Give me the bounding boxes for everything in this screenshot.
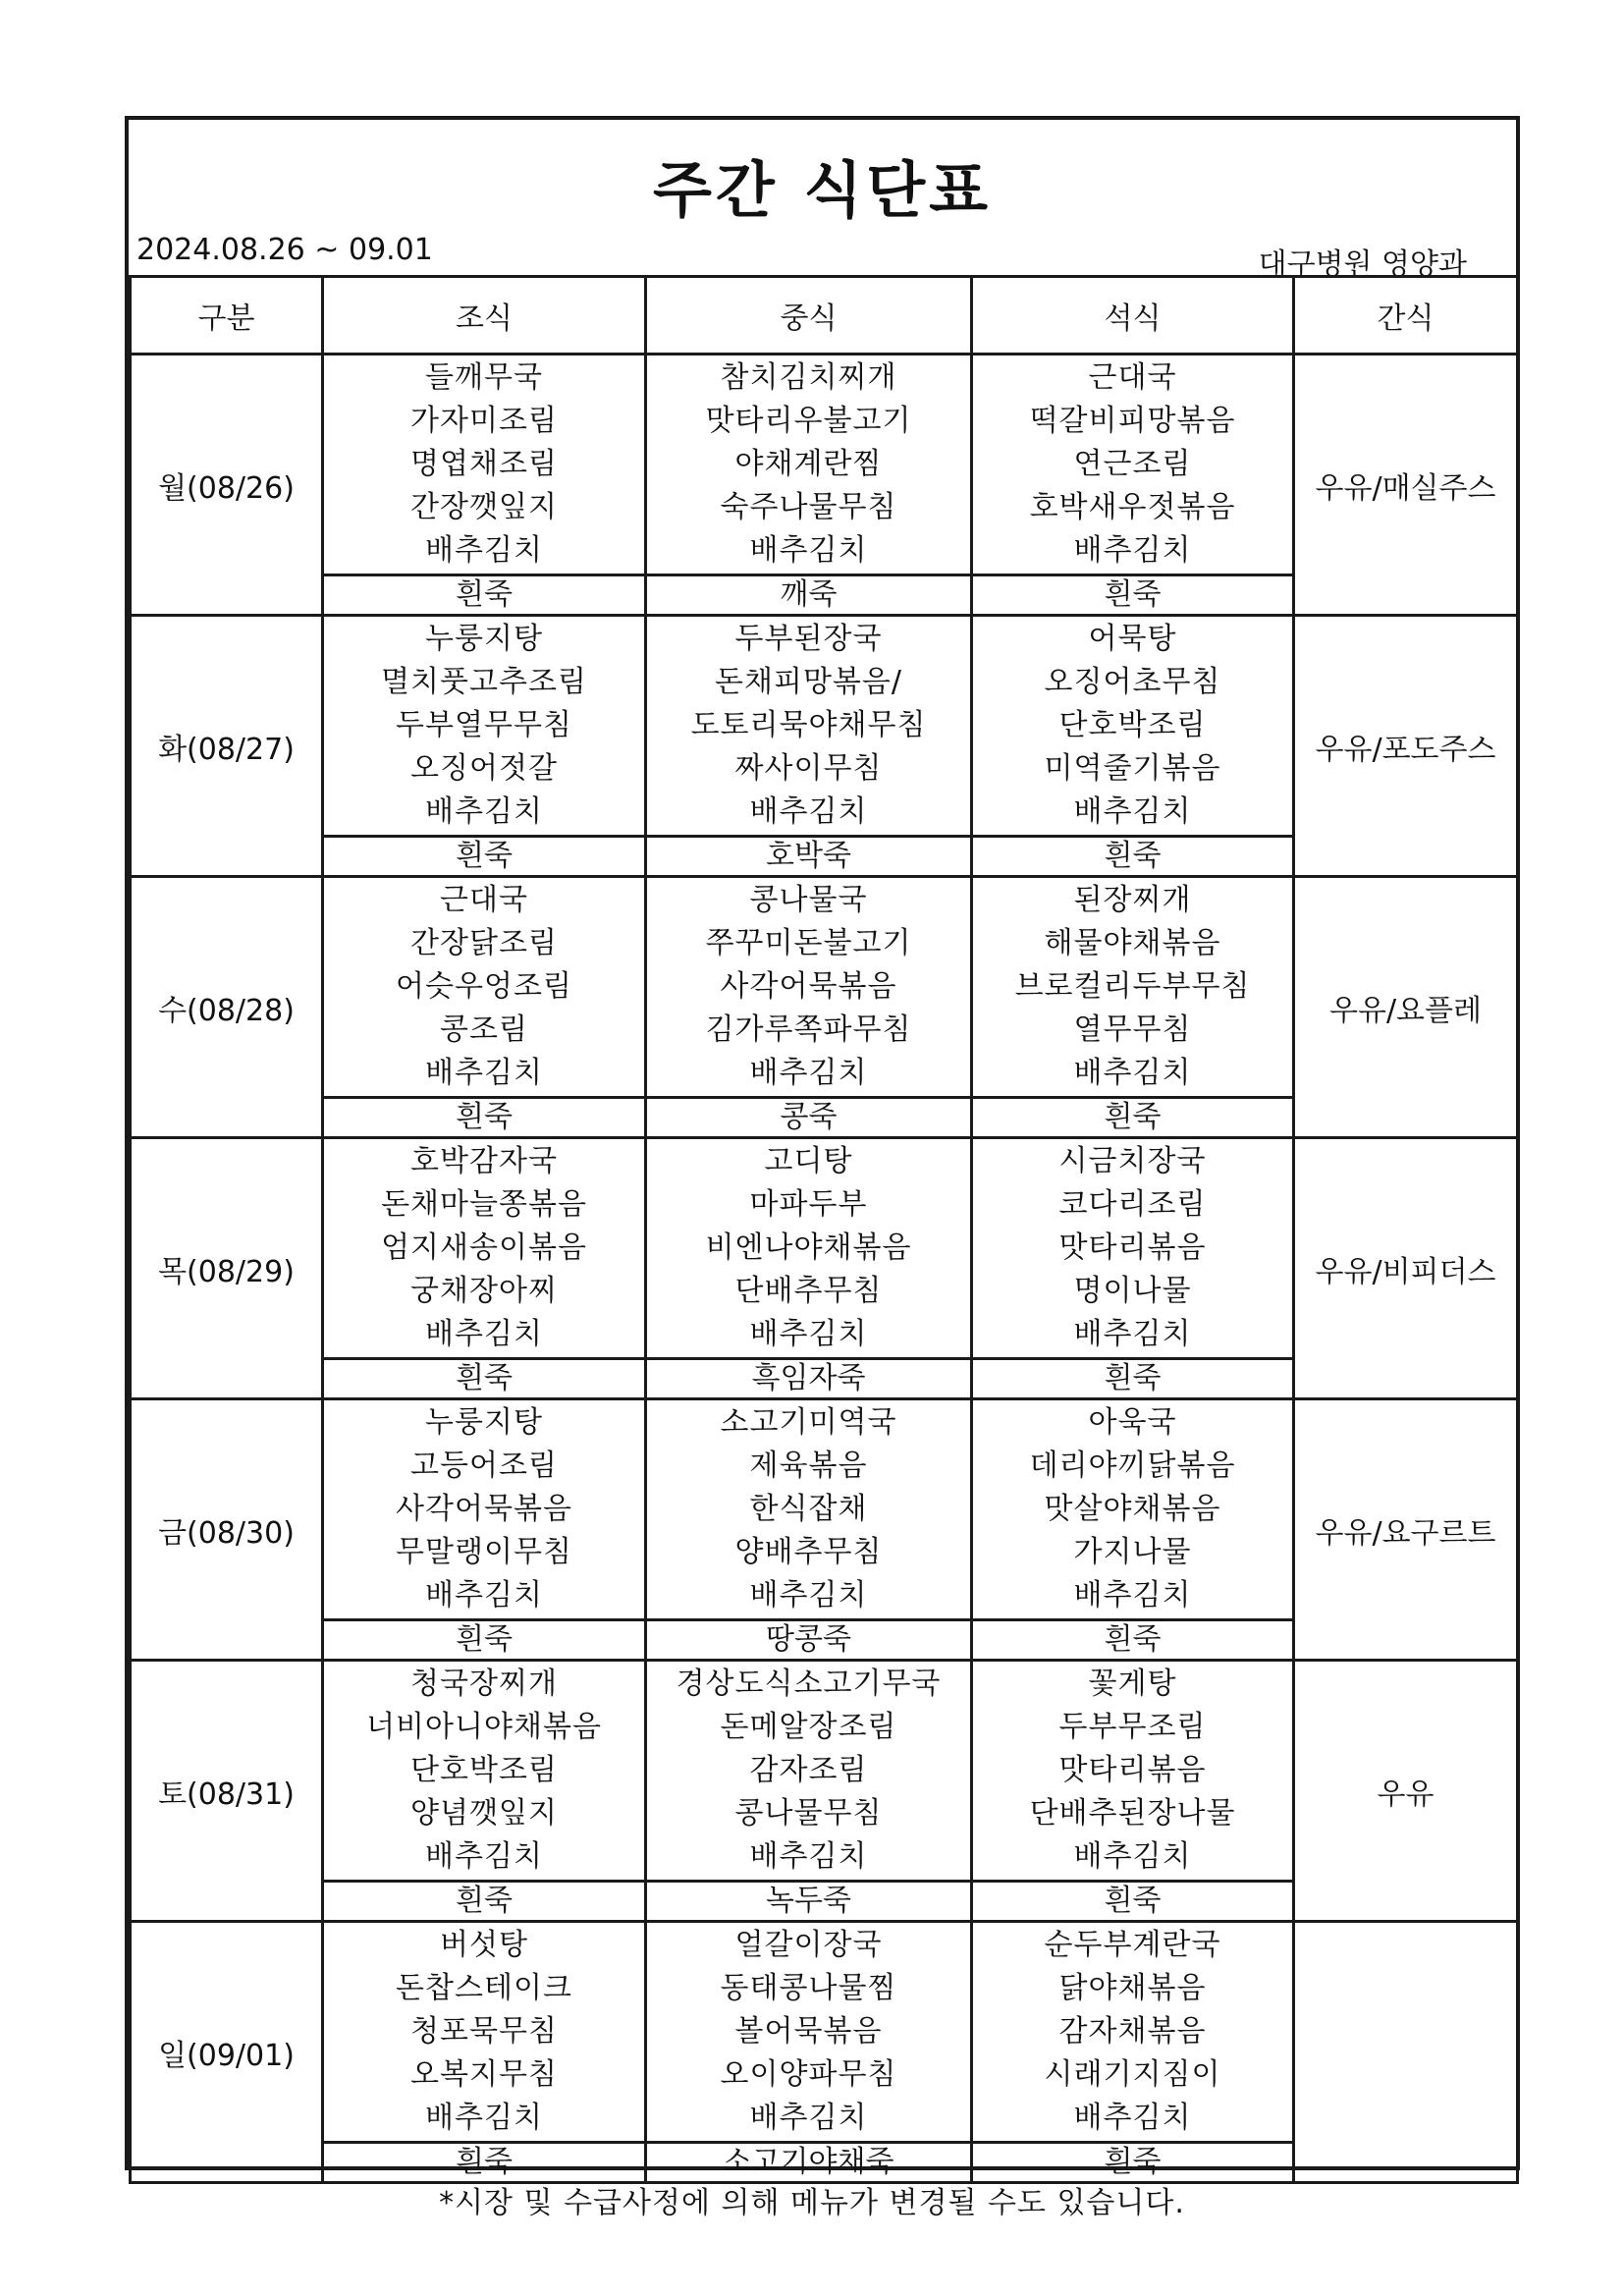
dish-item: 배추김치 xyxy=(425,1839,543,1874)
dinner-cell xyxy=(972,877,1294,1098)
dish-item: 배추김치 xyxy=(1073,1839,1192,1874)
breakfast-cell xyxy=(323,877,646,1098)
porridge-cell: 흰죽 xyxy=(972,1359,1294,1399)
dish-item: 오징어젓갈 xyxy=(410,751,558,786)
dish-item: 오복지무침 xyxy=(410,2057,558,2092)
day-label: 금(08/30) xyxy=(131,1399,323,1661)
dish-item: 콩나물무침 xyxy=(734,1796,883,1831)
dish-item: 두부무조림 xyxy=(1058,1710,1207,1744)
dish-item: 배추김치 xyxy=(425,1056,543,1090)
dish-item: 간장깻잎지 xyxy=(410,490,558,524)
dish-item: 연근조림 xyxy=(1073,447,1192,481)
dish-item: 야채계란찜 xyxy=(734,447,883,481)
dish-item: 멸치풋고추조림 xyxy=(381,665,587,699)
date-range: 2024.08.26 ~ 09.01 xyxy=(136,233,433,267)
dish-item: 무말랭이무침 xyxy=(396,1535,572,1569)
dish-item: 시래기지짐이 xyxy=(1044,2057,1221,2092)
dish-item: 참치김치찌개 xyxy=(720,360,897,395)
dish-item: 소고기미역국 xyxy=(720,1405,897,1440)
snack-cell: 우유/매실주스 xyxy=(1294,355,1518,616)
porridge-cell: 녹두죽 xyxy=(646,1882,972,1922)
day-row xyxy=(131,1922,1518,2143)
dish-item: 김가루쪽파무침 xyxy=(705,1012,912,1047)
dish-item: 호박감자국 xyxy=(410,1144,558,1178)
snack-cell xyxy=(1294,1922,1518,2183)
dish-item: 돈찹스테이크 xyxy=(396,1971,572,2005)
porridge-cell: 흰죽 xyxy=(972,1882,1294,1922)
dish-item: 양념깻잎지 xyxy=(410,1796,558,1831)
dish-item: 감자조림 xyxy=(749,1753,868,1787)
dish-item: 배추김치 xyxy=(425,533,543,568)
dish-item: 단배추된장나물 xyxy=(1029,1796,1236,1831)
dish-item: 제육볶음 xyxy=(749,1449,868,1483)
dish-item: 엄지새송이볶음 xyxy=(381,1230,587,1265)
dish-item: 코다리조림 xyxy=(1058,1187,1207,1222)
porridge-cell: 흰죽 xyxy=(323,1098,646,1138)
dinner-cell xyxy=(972,616,1294,837)
dinner-cell xyxy=(972,1922,1294,2143)
lunch-cell xyxy=(646,1922,972,2143)
porridge-cell: 땅콩죽 xyxy=(646,1620,972,1661)
column-header-dinner: 석식 xyxy=(972,277,1294,355)
lunch-cell xyxy=(646,1661,972,1882)
dish-item: 짜사이무침 xyxy=(734,751,883,786)
dish-item: 오이양파무침 xyxy=(720,2057,897,2092)
breakfast-cell xyxy=(323,1661,646,1882)
dish-item: 배추김치 xyxy=(1073,533,1192,568)
porridge-cell: 깨죽 xyxy=(646,575,972,616)
dish-item: 해물야채볶음 xyxy=(1044,926,1221,960)
dish-item: 비엔나야채볶음 xyxy=(705,1230,912,1265)
dish-item: 청포묵무침 xyxy=(410,2014,558,2049)
dish-item: 양배추무침 xyxy=(734,1535,883,1569)
dish-item: 데리야끼닭볶음 xyxy=(1029,1449,1236,1483)
lunch-cell xyxy=(646,616,972,837)
porridge-cell: 흰죽 xyxy=(972,1098,1294,1138)
dish-item: 오징어초무침 xyxy=(1044,665,1221,699)
snack-cell: 우유/포도주스 xyxy=(1294,616,1518,877)
lunch-cell xyxy=(646,355,972,575)
dish-item: 궁채장아찌 xyxy=(410,1274,558,1308)
dish-item: 얼갈이장국 xyxy=(734,1928,883,1962)
dish-item: 누룽지탕 xyxy=(425,622,543,656)
dish-item: 배추김치 xyxy=(749,1056,868,1090)
dinner-cell xyxy=(972,1661,1294,1882)
dish-item: 맛타리우불고기 xyxy=(705,404,912,438)
day-label: 일(09/01) xyxy=(131,1922,323,2183)
dish-item: 꽃게탕 xyxy=(1088,1667,1177,1701)
dish-item: 콩조림 xyxy=(440,1012,528,1047)
dish-item: 근대국 xyxy=(440,883,528,917)
dish-item: 고디탕 xyxy=(764,1144,853,1178)
page-title: 주간 식단표 xyxy=(652,154,993,226)
dish-item: 경상도식소고기무국 xyxy=(676,1667,942,1701)
dish-item: 돈채마늘쫑볶음 xyxy=(381,1187,587,1222)
dinner-cell xyxy=(972,1399,1294,1620)
porridge-cell: 콩죽 xyxy=(646,1098,972,1138)
dish-item: 콩나물국 xyxy=(749,883,868,917)
dish-item: 맛타리볶음 xyxy=(1058,1230,1207,1265)
snack-cell: 우유/요플레 xyxy=(1294,877,1518,1138)
porridge-cell: 흰죽 xyxy=(323,1882,646,1922)
table-header-row xyxy=(131,277,1518,355)
dish-item: 열무무침 xyxy=(1073,1012,1192,1047)
lunch-cell xyxy=(646,877,972,1098)
dish-item: 사각어묵볶음 xyxy=(720,969,897,1004)
dish-item: 미역줄기볶음 xyxy=(1044,751,1221,786)
dish-item: 아욱국 xyxy=(1088,1405,1177,1440)
dish-item: 숙주나물무침 xyxy=(720,490,897,524)
day-label: 수(08/28) xyxy=(131,877,323,1138)
dish-item: 고등어조림 xyxy=(410,1449,558,1483)
lunch-cell xyxy=(646,1399,972,1620)
dish-item: 된장찌개 xyxy=(1073,883,1192,917)
breakfast-cell xyxy=(323,1922,646,2143)
dish-item: 배추김치 xyxy=(1073,1056,1192,1090)
dish-item: 단배추무침 xyxy=(734,1274,883,1308)
dish-item: 배추김치 xyxy=(1073,794,1192,829)
day-label: 화(08/27) xyxy=(131,616,323,877)
snack-cell: 우유 xyxy=(1294,1661,1518,1922)
column-header-snack: 간식 xyxy=(1294,277,1518,355)
dish-item: 너비아니야채볶음 xyxy=(366,1710,602,1744)
dish-item: 브로컬리두부무침 xyxy=(1014,969,1251,1004)
dish-item: 가자미조림 xyxy=(410,404,558,438)
dinner-cell xyxy=(972,355,1294,575)
porridge-cell: 흰죽 xyxy=(323,2143,646,2183)
dish-item: 배추김치 xyxy=(425,794,543,829)
porridge-cell: 흰죽 xyxy=(972,837,1294,877)
day-label: 토(08/31) xyxy=(131,1661,323,1922)
dish-item: 명엽채조림 xyxy=(410,447,558,481)
column-header-lunch: 중식 xyxy=(646,277,972,355)
dish-item: 누룽지탕 xyxy=(425,1405,543,1440)
dish-item: 어묵탕 xyxy=(1088,622,1177,656)
day-label: 월(08/26) xyxy=(131,355,323,616)
dish-item: 감자채볶음 xyxy=(1058,2014,1207,2049)
breakfast-cell xyxy=(323,1399,646,1620)
dish-item: 간장닭조림 xyxy=(410,926,558,960)
menu-sheet xyxy=(125,116,1520,2179)
dish-item: 한식잡채 xyxy=(749,1492,868,1526)
dish-item: 돈채피망볶음/ xyxy=(715,665,902,699)
dish-item: 어슷우엉조림 xyxy=(396,969,572,1004)
organization-name: 대구병원 영양과 xyxy=(1258,247,1467,282)
dish-item: 배추김치 xyxy=(749,533,868,568)
dish-item: 마파두부 xyxy=(749,1187,868,1222)
porridge-cell: 흰죽 xyxy=(323,837,646,877)
dish-item: 단호박조림 xyxy=(1058,708,1207,742)
snack-cell: 우유/요구르트 xyxy=(1294,1399,1518,1661)
dish-item: 도토리묵야채무침 xyxy=(690,708,927,742)
day-row xyxy=(131,1138,1518,1359)
dish-item: 배추김치 xyxy=(749,794,868,829)
dish-item: 호박새우젓볶음 xyxy=(1029,490,1236,524)
dish-item: 쭈꾸미돈불고기 xyxy=(705,926,912,960)
porridge-cell: 흰죽 xyxy=(972,1620,1294,1661)
menu-body xyxy=(131,355,1518,2183)
porridge-cell: 흰죽 xyxy=(972,2143,1294,2183)
dish-item: 배추김치 xyxy=(1073,1317,1192,1351)
day-row xyxy=(131,1399,1518,1620)
day-label: 목(08/29) xyxy=(131,1138,323,1399)
dish-item: 순두부계란국 xyxy=(1044,1928,1221,1962)
porridge-cell: 흑임자죽 xyxy=(646,1359,972,1399)
day-row xyxy=(131,355,1518,575)
dish-item: 맛타리볶음 xyxy=(1058,1753,1207,1787)
porridge-cell: 소고기야채죽 xyxy=(646,2143,972,2183)
dish-item: 들깨무국 xyxy=(425,360,543,395)
dish-item: 버섯탕 xyxy=(440,1928,528,1962)
porridge-cell: 흰죽 xyxy=(323,1620,646,1661)
dish-item: 배추김치 xyxy=(425,2101,543,2135)
dish-item: 배추김치 xyxy=(749,2101,868,2135)
dish-item: 청국장찌개 xyxy=(410,1667,558,1701)
day-row xyxy=(131,616,1518,837)
dish-item: 사각어묵볶음 xyxy=(396,1492,572,1526)
dish-item: 볼어묵볶음 xyxy=(734,2014,883,2049)
dish-item: 배추김치 xyxy=(749,1839,868,1874)
breakfast-cell xyxy=(323,1138,646,1359)
dish-item: 단호박조림 xyxy=(410,1753,558,1787)
snack-cell: 우유/비피더스 xyxy=(1294,1138,1518,1399)
dish-item: 맛살야채볶음 xyxy=(1044,1492,1221,1526)
dish-item: 떡갈비피망볶음 xyxy=(1029,404,1236,438)
day-row xyxy=(131,877,1518,1098)
day-row xyxy=(131,1661,1518,1882)
column-header-breakfast: 조식 xyxy=(323,277,646,355)
dish-item: 배추김치 xyxy=(425,1317,543,1351)
dish-item: 시금치장국 xyxy=(1058,1144,1207,1178)
dish-item: 배추김치 xyxy=(425,1578,543,1613)
breakfast-cell xyxy=(323,355,646,575)
dish-item: 배추김치 xyxy=(1073,2101,1192,2135)
dish-item: 동태콩나물찜 xyxy=(720,1971,897,2005)
porridge-cell: 흰죽 xyxy=(972,575,1294,616)
dinner-cell xyxy=(972,1138,1294,1359)
footer-note: *시장 및 수급사정에 의해 메뉴가 변경될 수도 있습니다. xyxy=(439,2186,1185,2220)
dish-item: 닭야채볶음 xyxy=(1058,1971,1207,2005)
dish-item: 두부열무무침 xyxy=(396,708,572,742)
porridge-cell: 호박죽 xyxy=(646,837,972,877)
porridge-cell: 흰죽 xyxy=(323,575,646,616)
dish-item: 배추김치 xyxy=(749,1317,868,1351)
breakfast-cell xyxy=(323,616,646,837)
dish-item: 근대국 xyxy=(1088,360,1177,395)
dish-item: 배추김치 xyxy=(749,1578,868,1613)
column-header-category: 구분 xyxy=(131,277,323,355)
weekly-menu-table xyxy=(129,275,1519,2184)
lunch-cell xyxy=(646,1138,972,1359)
dish-item: 가지나물 xyxy=(1073,1535,1192,1569)
dish-item: 명이나물 xyxy=(1073,1274,1192,1308)
dish-item: 돈메알장조림 xyxy=(720,1710,897,1744)
dish-item: 배추김치 xyxy=(1073,1578,1192,1613)
dish-item: 두부된장국 xyxy=(734,622,883,656)
porridge-cell: 흰죽 xyxy=(323,1359,646,1399)
